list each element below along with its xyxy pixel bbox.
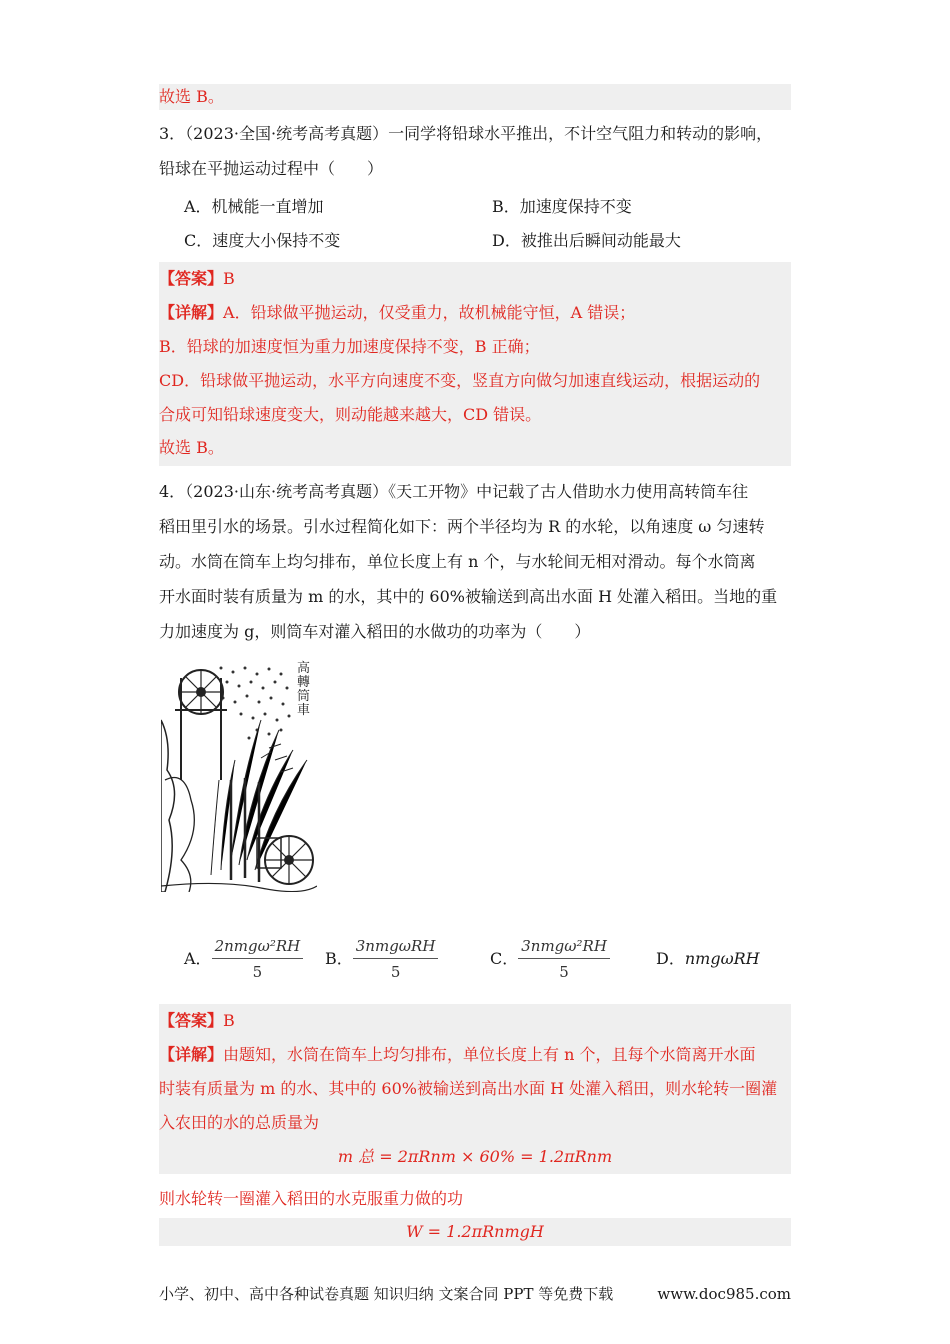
- q3-line2: 铅球在平抛运动过程中（ ）: [159, 159, 384, 178]
- q4-stem: [159, 474, 791, 649]
- q4-detail4-box: [159, 1182, 791, 1216]
- q4-answer: B: [223, 1011, 235, 1030]
- q4-line3: 动。水筒在筒车上均匀排布，单位长度上有 n 个，与水轮间无相对滑动。每个水筒离: [159, 552, 756, 571]
- q3-option-b: B．加速度保持不变: [492, 197, 632, 216]
- q3-option-a: A．机械能一直增加: [184, 197, 324, 216]
- q4-option-b-denominator: 5: [390, 963, 401, 981]
- page-footer: [159, 1283, 791, 1305]
- footer-left-text: 小学、初中、高中各种试卷真题 知识归纳 文案合同 PPT 等免费下载: [159, 1285, 614, 1303]
- q4-detail4: 则水轮转一圈灌入稻田的水克服重力做的功: [159, 1189, 464, 1208]
- q3-conclusion: 故选 B。: [159, 438, 224, 457]
- q4-line4: 开水面时装有质量为 m 的水，其中的 60%被输送到高出水面 H 处灌入稻田。当地的重: [159, 587, 778, 606]
- illustration-caption: 高轉筒車: [297, 661, 311, 718]
- q4-option-c: [490, 924, 610, 994]
- q4-option-c-numerator: 3nmgω²RH: [518, 934, 610, 959]
- q4-formula-work: W = 1.2πRnmgH: [406, 1222, 544, 1241]
- q4-option-d-label: D．: [656, 949, 685, 968]
- q3-option-c: C．速度大小保持不变: [184, 231, 341, 250]
- q4-line2: 稻田里引水的场景。引水过程简化如下：两个半径均为 R 的水轮，以角速度 ω 匀速转: [159, 517, 765, 536]
- q4-formula-work-box: [159, 1218, 791, 1246]
- q4-option-a-numerator: 2nmgω²RH: [212, 934, 304, 959]
- q4-detail-line1: [159, 1038, 791, 1072]
- q4-option-c-label: C．: [490, 949, 519, 968]
- q3-detail2: B．铅球的加速度恒为重力加速度保持不变，B 正确；: [159, 337, 540, 356]
- water-wheel-illustration: [161, 660, 317, 892]
- q4-option-a-label: A．: [184, 949, 212, 968]
- q4-detail1: 由题知，水筒在筒车上均匀排布，单位长度上有 n 个，且每个水筒离开水面: [223, 1045, 756, 1064]
- q4-option-b-numerator: 3nmgωRH: [353, 934, 439, 959]
- answer-tag: 【答案】: [159, 269, 224, 288]
- q4-option-d: [656, 942, 760, 976]
- detail-tag: 【详解】: [159, 1045, 224, 1064]
- q4-option-a-fraction: [212, 934, 304, 985]
- q3-stem: [159, 116, 791, 186]
- answer-tag: 【答案】: [159, 1011, 224, 1030]
- q3-detail4: 合成可知铅球速度变大，则动能越来越大，CD 错误。: [159, 405, 542, 424]
- q3-line1: 3．（2023·全国·统考高考真题）一同学将铅球水平推出，不计空气阻力和转动的影响，: [159, 124, 773, 143]
- q4-option-c-denominator: 5: [559, 963, 569, 981]
- q4-line1: 4．（2023·山东·统考高考真题）《天工开物》中记载了古人借助水力使用高转筒车往: [159, 482, 749, 501]
- q4-line5: 力加速度为 g，则筒车对灌入稻田的水做功的功率为（ ）: [159, 622, 591, 641]
- q4-detail3: 入农田的水的总质量为: [159, 1113, 320, 1132]
- q4-option-a-denominator: 5: [252, 963, 263, 981]
- q4-option-c-fraction: [518, 934, 610, 985]
- footer-website[interactable]: www.doc985.com: [657, 1285, 791, 1303]
- q3-answer: B: [223, 269, 235, 288]
- prev-conclusion-box: [159, 84, 791, 110]
- q3-option-d: D．被推出后瞬间动能最大: [492, 231, 681, 250]
- detail-tag: 【详解】: [159, 303, 224, 322]
- prev-conclusion: 故选 B。: [159, 87, 224, 106]
- q3-detail3: CD．铅球做平抛运动，水平方向速度不变，竖直方向做匀加速直线运动，根据运动的: [159, 371, 761, 390]
- q4-formula-mass: m 总 = 2πRnm × 60% = 1.2πRnm: [337, 1147, 613, 1166]
- q4-option-a: [184, 924, 303, 994]
- q3-solution-box: [159, 262, 791, 466]
- q4-answer-line: [159, 1004, 791, 1038]
- q4-option-d-expression: nmgωRH: [684, 949, 760, 968]
- q4-option-b-fraction: [353, 934, 439, 985]
- q3-detail-line1: [159, 296, 791, 330]
- q4-solution-box: [159, 1004, 791, 1174]
- q4-option-b: [325, 924, 438, 994]
- q3-detail1: A．铅球做平抛运动，仅受重力，故机械能守恒，A 错误；: [223, 303, 636, 322]
- q4-detail2: 时装有质量为 m 的水、其中的 60%被输送到高出水面 H 处灌入稻田，则水轮转一圈灌: [159, 1079, 778, 1098]
- q3-answer-line: [159, 262, 791, 296]
- q4-option-b-label: B．: [325, 949, 353, 968]
